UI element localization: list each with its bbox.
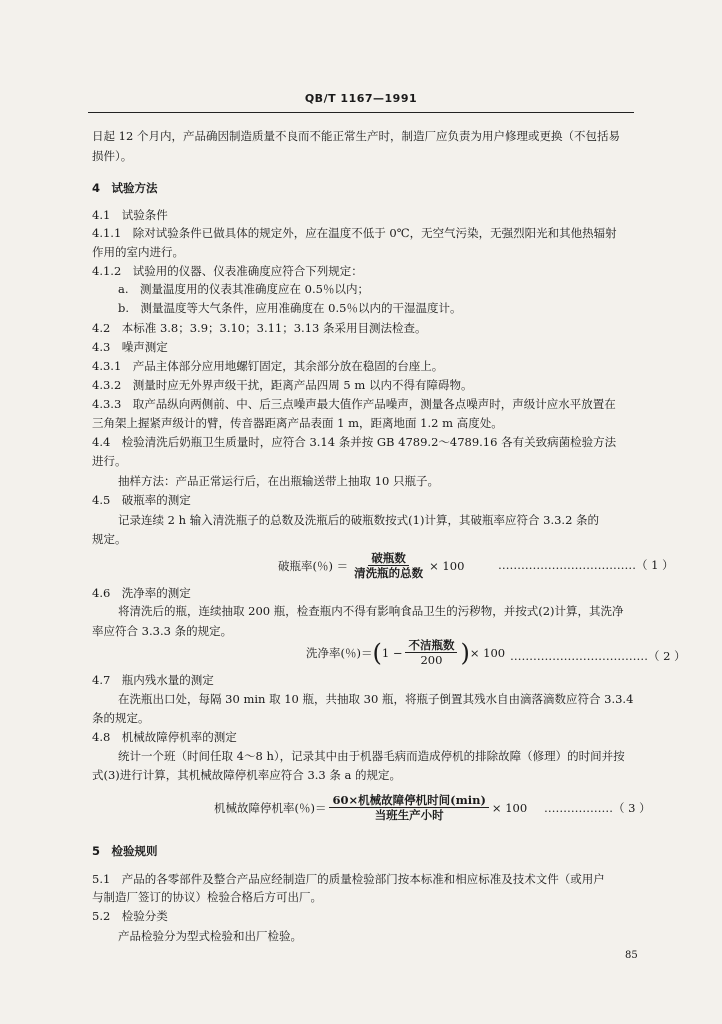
text-line: 率应符合 3.3.3 条的规定。: [92, 624, 233, 638]
text-line: 4.1.1 除对试验条件已做具体的规定外，应在温度不低于 0℃，无空气污染，无强烈阳光和其他热辐射: [92, 226, 617, 240]
text-line: 4.2 本标准 3.8；3.9；3.10；3.11；3.13 条采用目测法检查。: [92, 321, 427, 335]
section-heading: 4 试验方法: [92, 181, 158, 195]
formula-2-rhs: × 100: [469, 645, 506, 660]
text-line: 4.4 检验清洗后奶瓶卫生质量时，应符合 3.14 条并按 GB 4789.2～4789.16 各有关致病菌检验方法: [92, 435, 617, 449]
running-header: QB/T 1167—1991: [304, 92, 418, 105]
text-line: 产品检验分为型式检验和出厂检验。: [118, 929, 302, 943]
text-line: 4.5 破瓶率的测定: [92, 493, 191, 507]
text-line: 日起 12 个月内，产品确因制造质量不良而不能正常生产时，制造厂应负责为用户修理或更换（不包括易: [92, 129, 620, 143]
text-line: 三角架上握紧声级计的臂，传音器距离产品表面 1 m，距离地面 1.2 m 高度处。: [92, 416, 503, 430]
formula-3-fraction: [329, 793, 488, 822]
text-line: 4.3 噪声测定: [92, 340, 168, 354]
text-line: 4.3.3 取产品纵向两侧前、中、后三点噪声最大值作产品噪声，测量各点噪声时，声级计应水平放置在: [92, 397, 616, 411]
formula-1-rhs: × 100: [429, 558, 465, 573]
formula-2-lhs: 洗净率(％)＝: [306, 645, 373, 660]
text-line: 4.3.1 产品主体部分应用地螺钉固定，其余部分放在稳固的台座上。: [92, 359, 444, 373]
header-rule: [88, 112, 634, 113]
formula-1-fraction: [351, 551, 426, 580]
section-heading: 5 检验规则: [92, 844, 158, 858]
text-line: 5.1 产品的各零部件及整合产品应经制造厂的质量检验部门按本标准和相应标准及技术文件（或用户: [92, 872, 605, 886]
formula-2-numerator: 不洁瓶数: [405, 638, 457, 653]
text-line: a. 测量温度用的仪表其准确度应在 0.5％以内；: [118, 282, 369, 296]
formula-3: [214, 793, 527, 822]
text-line: 5.2 检验分类: [92, 909, 168, 923]
formula-3-lhs: 机械故障停机率(％)＝: [214, 800, 327, 815]
formula-2-one: 1 −: [381, 645, 403, 660]
formula-2: [306, 638, 505, 667]
formula-1-numerator: 破瓶数: [368, 551, 409, 566]
formula-3-tag: ………………（ 3 ）: [544, 801, 651, 815]
text-line: 4.7 瓶内残水量的测定: [92, 673, 214, 687]
formula-1-denominator: 清洗瓶的总数: [354, 566, 424, 580]
text-line: 4.1.2 试验用的仪器、仪表准确度应符合下列规定：: [92, 264, 363, 278]
page-number: 85: [625, 950, 638, 961]
text-line: 规定。: [92, 532, 127, 546]
formula-3-denominator: 当班生产小时: [374, 808, 444, 822]
text-line: 记录连续 2 h 输入清洗瓶子的总数及洗瓶后的破瓶数按式(1)计算，其破瓶率应符合 3.3.2 条的: [118, 513, 600, 527]
text-line: 4.6 洗净率的测定: [92, 586, 191, 600]
text-line: 4.3.2 测量时应无外界声级干扰，距离产品四周 5 m 以内不得有障碍物。: [92, 378, 473, 392]
text-line: 4.8 机械故障停机率的测定: [92, 730, 237, 744]
formula-2-denominator: 200: [420, 653, 443, 667]
formula-1: [278, 551, 464, 580]
formula-2-tag: ………………………………（ 2 ）: [510, 649, 686, 663]
text-line: 将清洗后的瓶，连续抽取 200 瓶，检查瓶内不得有影响食品卫生的污秽物，并按式(2)计算，其洗净: [118, 604, 624, 618]
text-line: 式(3)进行计算，其机械故障停机率应符合 3.3 条 a 的规定。: [92, 768, 402, 782]
formula-3-numerator: 60×机械故障停机时间(min): [329, 793, 488, 808]
text-line: 作用的室内进行。: [92, 245, 184, 259]
text-line: 4.1 试验条件: [92, 208, 168, 222]
formula-1-lhs: 破瓶率(％) ＝: [278, 558, 349, 573]
formula-2-close-paren: ): [460, 638, 470, 667]
text-line: 进行。: [92, 454, 127, 468]
formula-2-open-paren: (: [372, 638, 382, 667]
formula-1-tag: ………………………………（ 1 ）: [498, 558, 674, 572]
formula-2-fraction: [405, 638, 457, 667]
text-line: 在洗瓶出口处，每隔 30 min 取 10 瓶，共抽取 30 瓶，将瓶子倒置其残水自由滴落滴数应符合 3.3.4: [118, 692, 634, 706]
text-line: 损件）。: [92, 149, 133, 163]
text-line: 抽样方法：产品正常运行后，在出瓶输送带上抽取 10 只瓶子。: [118, 474, 439, 488]
formula-3-rhs: × 100: [491, 800, 528, 815]
text-line: 条的规定。: [92, 711, 150, 725]
text-line: 与制造厂签订的协议）检验合格后方可出厂。: [92, 890, 322, 904]
text-line: b. 测量温度等大气条件，应用准确度在 0.5％以内的干湿温度计。: [118, 301, 462, 315]
text-line: 统计一个班（时间任取 4～8 h），记录其中由于机器毛病而造成停机的排除故障（修理）的时间并按: [118, 749, 625, 763]
